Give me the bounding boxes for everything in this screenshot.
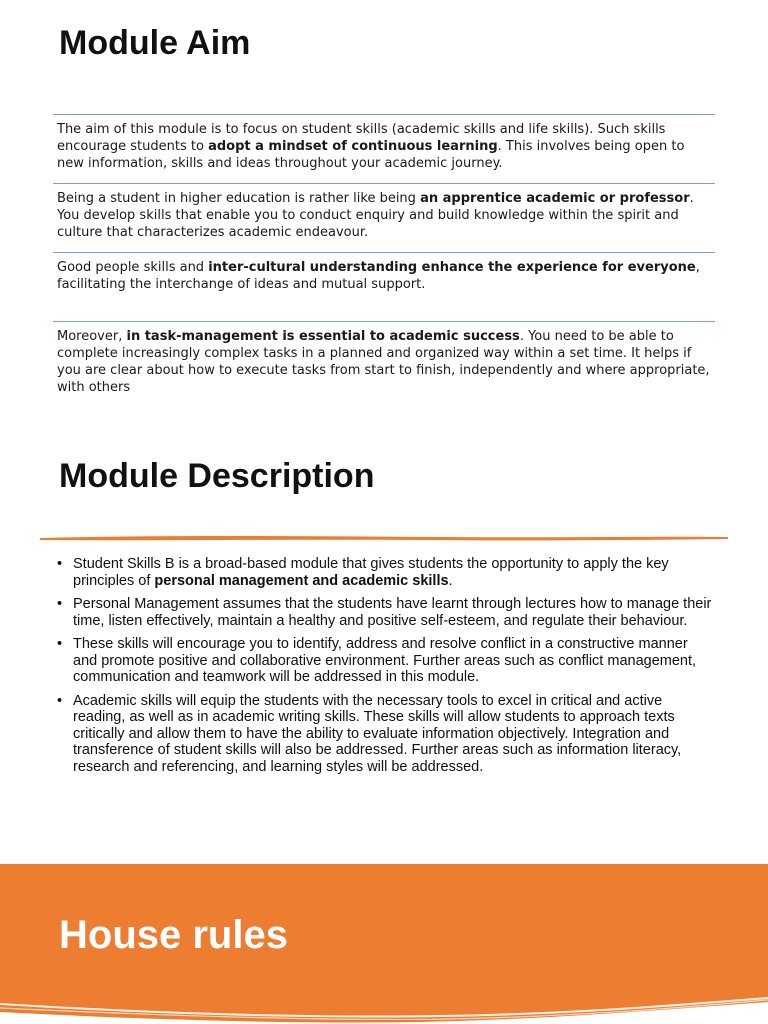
white-wave-decoration xyxy=(0,964,768,1024)
aim-row-text: . You need to be able to complete increasingly complex tasks in a planned and organized way within a set time. It helps if you are clear about how to execute tasks from start to finish, independently and where appropriate, with others xyxy=(57,329,710,395)
aim-row xyxy=(53,114,715,183)
description-bullet xyxy=(57,636,713,686)
module-aim-title: Module Aim xyxy=(59,24,251,62)
description-bullet xyxy=(57,596,713,629)
aim-row-emphasis: in task-management is essential to academic success xyxy=(126,329,520,344)
bullet-text: Student Skills B is a broad-based module that gives students the opportunity to apply the key principles of xyxy=(73,556,669,589)
aim-row-emphasis: adopt a mindset of continuous learning xyxy=(208,139,498,154)
description-bullet-list xyxy=(57,556,713,782)
aim-row-text: . You develop skills that enable you to conduct enquiry and build knowledge within the spirit and culture that characterizes academic endeavour. xyxy=(57,191,694,240)
orange-brush-divider xyxy=(40,532,728,544)
aim-row-emphasis: inter-cultural understanding enhance the experience for everyone xyxy=(208,260,696,275)
aim-row-text: Moreover, xyxy=(57,329,127,344)
aim-row-text: The aim of this module is to focus on student skills (academic skills and life skills). Such skills encourage students to xyxy=(57,122,666,154)
bullet-text: Academic skills will equip the students with the necessary tools to excel in critical and active reading, as well as in academic writing skills. These skills will allow students to approach texts critically and allow them to have the ability to evaluate information objectively. Integration and transference of student skills will also be addressed. Further areas such as information literacy, research and referencing, and learning styles will be addressed. xyxy=(73,692,682,775)
aim-row-text: Being a student in higher education is rather like being xyxy=(57,191,421,206)
aim-row-text: , facilitating the interchange of ideas and mutual support. xyxy=(57,260,700,292)
description-bullet xyxy=(57,693,713,776)
aim-row xyxy=(53,183,715,252)
bullet-emphasis: personal management and academic skills xyxy=(154,572,449,589)
bullet-text: Personal Management assumes that the students have learnt through lectures how to manage their time, listen effectively, maintain a healthy and positive self-esteem, and regulate their behaviour. xyxy=(73,596,712,629)
aim-row xyxy=(53,252,715,321)
bullet-marker: • xyxy=(57,636,63,652)
aim-row-text: Good people skills and xyxy=(57,260,209,275)
aim-row xyxy=(53,321,715,395)
module-aim-slide xyxy=(0,0,768,432)
aim-row-emphasis: an apprentice academic or professor xyxy=(420,191,690,206)
bullet-marker: • xyxy=(57,692,63,709)
house-rules-title: House rules xyxy=(59,913,288,957)
description-bullet xyxy=(57,556,713,589)
module-description-title: Module Description xyxy=(59,457,375,495)
bullet-text: These skills will encourage you to identify, address and resolve conflict in a constructive manner and promote positive and collaborative environment. Further areas such as conflict management, communication and teamwork will be addressed in this module. xyxy=(73,636,697,685)
aim-table xyxy=(53,114,715,395)
bullet-marker: • xyxy=(57,556,63,572)
house-rules-slide xyxy=(0,864,768,1024)
bullet-marker: • xyxy=(57,596,63,612)
module-description-slide xyxy=(0,432,768,864)
bullet-text: . xyxy=(448,572,453,589)
aim-row-text: . This involves being open to new information, skills and ideas throughout your academic journey. xyxy=(57,139,685,171)
